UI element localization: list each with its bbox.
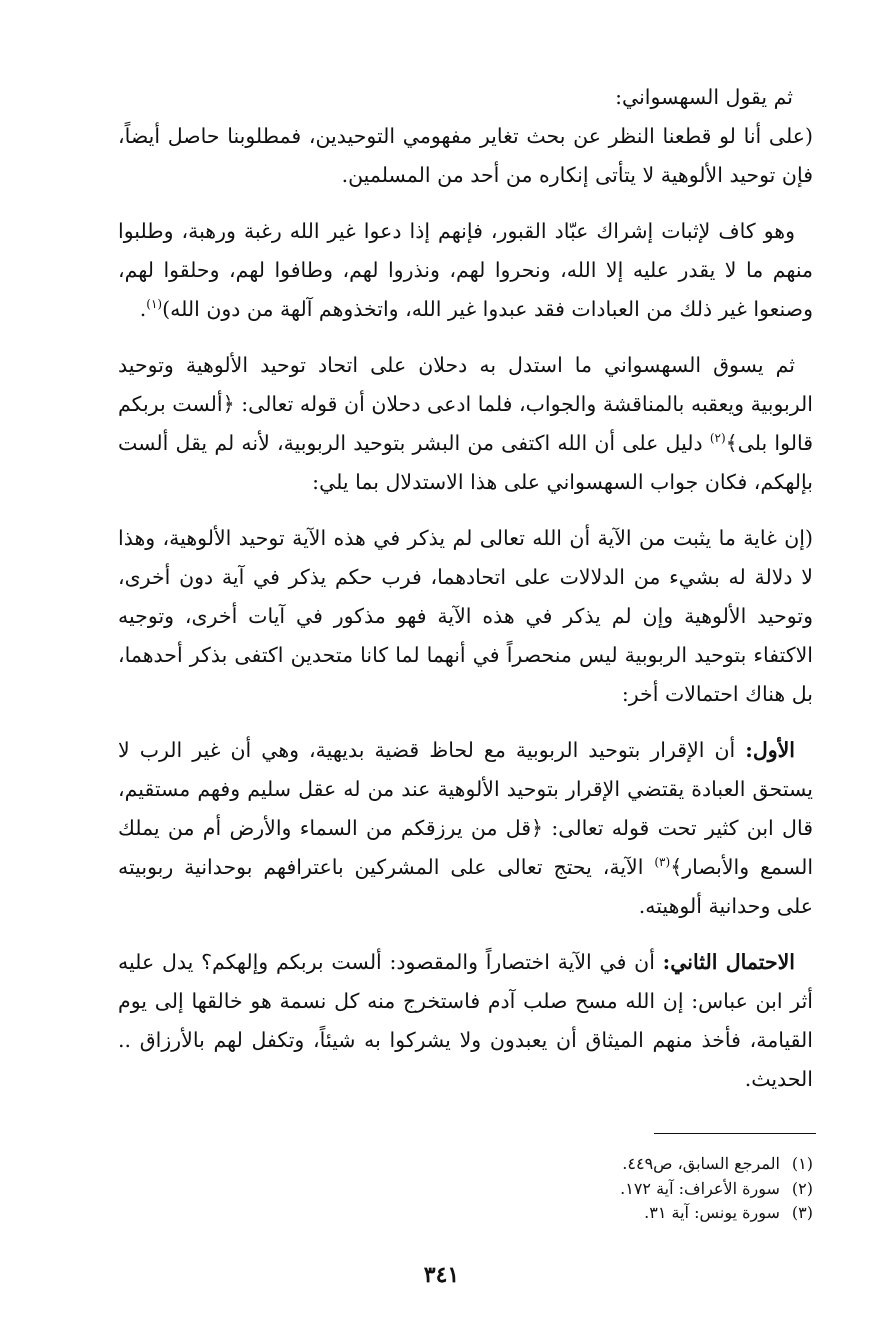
first-text-a: أن الإقرار بتوحيد الربوبية مع لحاظ قضية بديهية، وهي أن غير الرب لا يستحق العبادة يقتضي الإقرار بتوحيد الألوهية عند من له عقل سليم وفهم مستقيم، قال ابن كثير تحت قوله تعالى: ﴿قل من يرزقكم من السماء والأرض أم من يملك السمع والأبصار﴾ <box>118 738 814 879</box>
paragraph-2-end: . <box>139 297 147 321</box>
footnote-number: (٣) <box>791 1203 813 1222</box>
footnote-text: سورة الأعراف: آية ١٧٢. <box>620 1178 780 1198</box>
footnote-ref-2: (٢) <box>709 431 726 446</box>
paragraph-3 <box>118 346 813 502</box>
paragraph-3-text-b: دليل على أن الله اكتفى من البشر بتوحيد الربوبية، لأنه لم يقل ألست بإلهكم، فكان جواب السهسواني على هذا الاستدلال بما يلي: <box>118 431 813 494</box>
main-text <box>118 78 813 1116</box>
page-number: ٣٤١ <box>423 1262 460 1288</box>
first-label: الأول: <box>745 738 795 762</box>
quote-paragraph-4: (إن غاية ما يثبت من الآية أن الله تعالى لم يذكر في هذه الآية توحيد الألوهية، وهذا لا دلالة له بشيء من الدلالات على اتحادهما، فرب حكم يذكر في آية دون أخرى، وتوحيد الألوهية وإن لم يذكر في هذه الآية فهو مذكور في آيات أخرى، وتوجيه الاكتفاء بتوحيد الربوبية ليس منحصراً في أنهما لما كانا متحدين اكتفى بذكر أحدهما، بل هناك احتمالات أخر: <box>118 526 813 706</box>
footnote-item <box>413 1152 813 1177</box>
footnote-item <box>413 1177 813 1202</box>
paragraph-first-possibility <box>118 731 813 926</box>
paragraph-2-text: وهو كاف لإثبات إشراك عبّاد القبور، فإنهم إذا دعوا غير الله رغبة ورهبة، وطلبوا منهم ما لا يقدر عليه إلا الله، ونحروا لهم، ونذروا لهم، وطافوا لهم، وحلقوا لهم، وصنعوا غير ذلك من العبادات فقد عبدوا غير الله، واتخذوهم آلهة من دون الله) <box>118 219 813 321</box>
intro-line: ثم يقول السهسواني: <box>615 85 793 109</box>
footnote-item <box>413 1201 813 1226</box>
first-text-b: الآية، يحتج تعالى على المشركين باعترافهم بوحدانية ربوبيته على وحدانية ألوهيته. <box>118 855 813 918</box>
footnote-ref-1: (١) <box>146 297 163 312</box>
paragraph-2 <box>118 212 813 329</box>
footnote-divider <box>654 1133 816 1134</box>
footnote-ref-3: (٣) <box>654 855 671 870</box>
footnote-number: (١) <box>791 1154 813 1173</box>
paragraph-3-text-a: ثم يسوق السهسواني ما استدل به دحلان على اتحاد توحيد الألوهية وتوحيد الربوبية ويعقبه بالمناقشة والجواب، فلما ادعى دحلان أن قوله تعالى: ﴿ألست بربكم قالوا بلى﴾ <box>118 353 814 455</box>
footnote-number: (٢) <box>791 1178 813 1198</box>
quote-paragraph-1: (على أنا لو قطعنا النظر عن بحث تغاير مفهومي التوحيدين، فمطلوبنا حاصل أيضاً، فإن توحيد الألوهية لا يتأتى إنكاره من أحد من المسلمين. <box>118 124 813 187</box>
second-label: الاحتمال الثاني: <box>662 950 796 974</box>
footnote-text: المرجع السابق، ص٤٤٩. <box>622 1154 780 1173</box>
second-text: أن في الآية اختصاراً والمقصود: ألست بربكم وإلهكم؟ يدل عليه أثر ابن عباس: إن الله مسح صلب آدم فاستخرج منه كل نسمة هو خالقها إلى يوم القيامة، فأخذ منهم الميثاق أن يعبدون ولا يشركوا به شيئاً، وتكفل لهم بالأرزاق .. الحديث. <box>118 950 813 1091</box>
footnotes <box>413 1152 813 1226</box>
footnote-text: سورة يونس: آية ٣١. <box>644 1203 780 1222</box>
paragraph-second-possibility <box>118 943 813 1099</box>
